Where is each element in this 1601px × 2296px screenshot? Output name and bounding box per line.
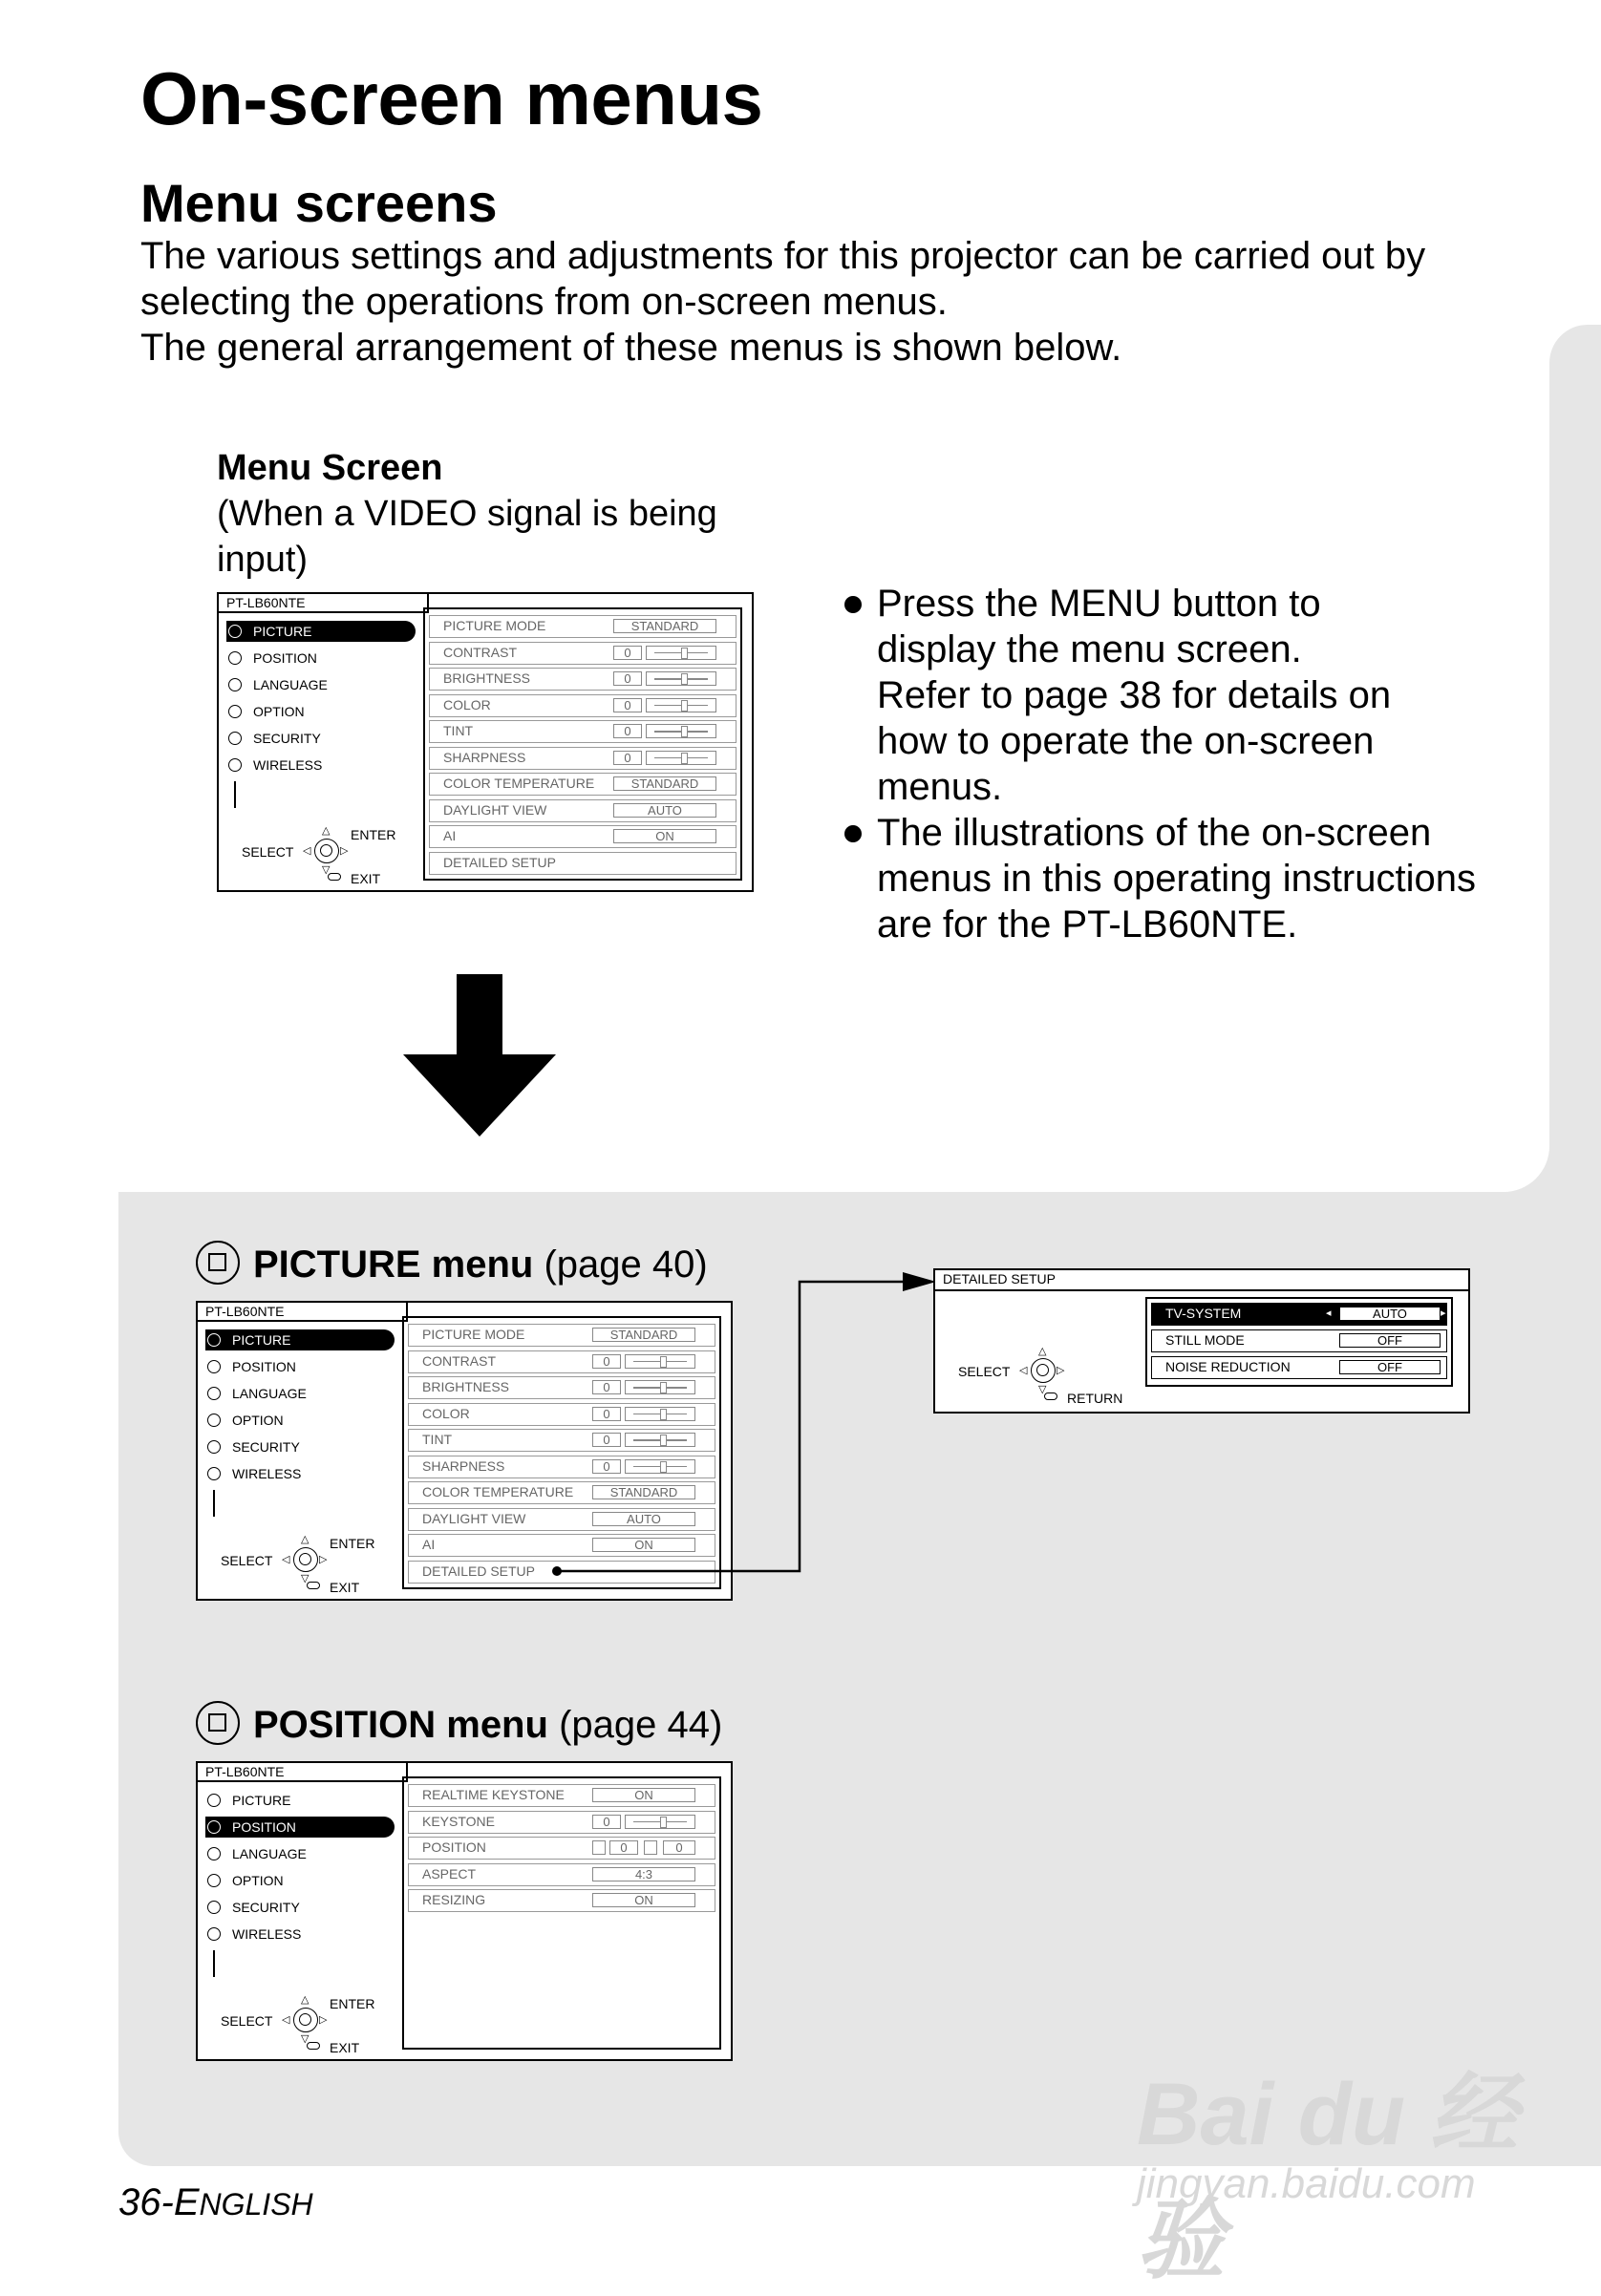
setting-label: REALTIME KEYSTONE bbox=[422, 1787, 565, 1802]
setting-row-keystone[interactable] bbox=[408, 1811, 715, 1834]
setting-row-color-temperature[interactable] bbox=[429, 773, 736, 796]
wireless-icon bbox=[207, 1467, 221, 1480]
setting-value[interactable]: STANDARD bbox=[613, 776, 716, 791]
position-menu-page: (page 44) bbox=[559, 1704, 723, 1746]
setting-row-ai[interactable] bbox=[429, 825, 736, 848]
option-icon bbox=[207, 1414, 221, 1427]
exit-button-icon bbox=[307, 2042, 320, 2050]
arrow-right-icon: ▸ bbox=[1441, 1307, 1446, 1319]
bullet-line: display the menu screen. bbox=[877, 628, 1302, 670]
arrow-left-icon: ◁ bbox=[303, 845, 311, 857]
arrow-down-icon: ▽ bbox=[322, 864, 331, 876]
sidebar-item-option[interactable] bbox=[205, 1410, 395, 1431]
sidebar-item-option[interactable] bbox=[205, 1870, 395, 1891]
sidebar-item-language[interactable] bbox=[226, 674, 416, 695]
arrow-left-icon: ◁ bbox=[282, 1554, 290, 1565]
sidebar-item-label: PICTURE bbox=[232, 1793, 291, 1808]
position-icon bbox=[207, 1360, 221, 1373]
setting-value[interactable]: 0 bbox=[592, 1407, 621, 1421]
bullet-line: Refer to page 38 for details on bbox=[877, 674, 1392, 716]
vertical-position-icon bbox=[644, 1840, 657, 1855]
page-title: On-screen menus bbox=[140, 56, 763, 140]
setting-row-daylight-view[interactable] bbox=[429, 799, 736, 822]
settings-panel bbox=[402, 1776, 721, 2050]
sidebar-item-security[interactable] bbox=[205, 1436, 395, 1457]
sidebar-item-label: WIRELESS bbox=[253, 757, 323, 773]
sidebar-item-option[interactable] bbox=[226, 701, 416, 722]
bullet-line: The illustrations of the on-screen bbox=[877, 812, 1432, 854]
sidebar-item-label: WIRELESS bbox=[232, 1466, 302, 1481]
arrow-right-icon: ▷ bbox=[1057, 1365, 1065, 1376]
watermark-logo: Bai du 经验 bbox=[1137, 2066, 1518, 2289]
arrow-up-icon: △ bbox=[322, 825, 331, 837]
setting-value[interactable]: OFF bbox=[1339, 1360, 1441, 1374]
arrow-down-icon: ▽ bbox=[301, 1573, 310, 1584]
arrow-up-icon: △ bbox=[1038, 1346, 1047, 1357]
setting-label: SHARPNESS bbox=[443, 749, 526, 765]
setting-label: COLOR TEMPERATURE bbox=[422, 1484, 574, 1499]
sidebar-item-label: POSITION bbox=[232, 1819, 296, 1835]
horizontal-position-icon bbox=[592, 1840, 606, 1855]
setting-value[interactable]: 0 bbox=[592, 1815, 621, 1829]
exit-button-icon bbox=[328, 873, 341, 881]
security-icon bbox=[207, 1901, 221, 1914]
sidebar-item-label: LANGUAGE bbox=[232, 1846, 307, 1861]
intro-line: The general arrangement of these menus is shown below. bbox=[140, 327, 1122, 369]
osd-menu-screen bbox=[217, 592, 754, 892]
setting-value[interactable]: 0 bbox=[592, 1433, 621, 1447]
setting-label: DETAILED SETUP bbox=[443, 854, 556, 870]
side-tab bbox=[1549, 325, 1601, 1192]
sidebar-item-wireless[interactable] bbox=[205, 1463, 395, 1484]
position-menu-name: POSITION menu bbox=[253, 1704, 548, 1746]
picture-icon bbox=[228, 625, 242, 638]
arrow-left-icon: ◁ bbox=[1019, 1365, 1028, 1376]
setting-value[interactable]: AUTO bbox=[613, 803, 716, 818]
exit-label: EXIT bbox=[351, 871, 381, 886]
select-label: SELECT bbox=[242, 844, 294, 860]
setting-label: STILL MODE bbox=[1165, 1332, 1245, 1348]
position-icon bbox=[228, 651, 242, 665]
slider-control[interactable] bbox=[646, 751, 716, 765]
language-icon bbox=[207, 1387, 221, 1400]
nav-line bbox=[234, 781, 236, 808]
setting-label: AI bbox=[422, 1537, 436, 1552]
connector-arrow bbox=[549, 1270, 950, 1595]
osd-detailed-setup bbox=[933, 1268, 1470, 1414]
option-icon bbox=[207, 1874, 221, 1887]
sidebar-item-security[interactable] bbox=[205, 1897, 395, 1918]
setting-label: PICTURE MODE bbox=[422, 1327, 525, 1342]
language-icon bbox=[207, 1847, 221, 1860]
slider-control[interactable] bbox=[646, 671, 716, 686]
setting-label: COLOR bbox=[443, 696, 491, 712]
menu-screen-caption: input) bbox=[217, 540, 309, 580]
setting-value[interactable]: 0 bbox=[613, 698, 642, 712]
setting-value[interactable]: 0 bbox=[592, 1354, 621, 1369]
setting-label: PICTURE MODE bbox=[443, 618, 546, 633]
menu-screen-title: Menu Screen bbox=[217, 448, 443, 488]
setting-row-picture-mode[interactable] bbox=[429, 615, 736, 638]
sidebar-item-language[interactable] bbox=[205, 1383, 395, 1404]
picture-menu-name: PICTURE menu bbox=[253, 1244, 534, 1286]
arrow-left-icon: ◂ bbox=[1326, 1307, 1332, 1319]
detailed-row-still-mode[interactable] bbox=[1151, 1329, 1447, 1352]
joystick-icon bbox=[1031, 1358, 1056, 1383]
setting-label: TINT bbox=[443, 723, 474, 738]
bullet-item bbox=[843, 810, 1476, 947]
model-label: PT-LB60NTE bbox=[198, 1763, 408, 1782]
setting-label: SHARPNESS bbox=[422, 1457, 505, 1474]
setting-row-color[interactable] bbox=[429, 694, 736, 717]
sidebar-item-label: POSITION bbox=[253, 650, 317, 666]
page-number bbox=[118, 2181, 313, 2224]
sidebar-item-picture[interactable] bbox=[205, 1790, 395, 1811]
return-button-icon bbox=[1044, 1392, 1057, 1400]
return-label: RETURN bbox=[1067, 1391, 1123, 1406]
select-label: SELECT bbox=[221, 2013, 273, 2029]
slider-control[interactable] bbox=[646, 724, 716, 738]
slider-control[interactable] bbox=[646, 646, 716, 660]
exit-label: EXIT bbox=[330, 2040, 360, 2055]
sidebar-item-language[interactable] bbox=[205, 1843, 395, 1864]
setting-value[interactable]: 4:3 bbox=[592, 1867, 695, 1881]
bullet-item bbox=[843, 581, 1476, 810]
bullet-line: Press the MENU button to bbox=[877, 583, 1321, 625]
joystick-icon bbox=[293, 1547, 318, 1572]
exit-button-icon bbox=[307, 1582, 320, 1589]
setting-value[interactable]: 0 bbox=[613, 671, 642, 686]
arrow-right-icon: ▷ bbox=[340, 845, 349, 857]
arrow-down-icon bbox=[403, 974, 556, 1137]
setting-value[interactable]: STANDARD bbox=[592, 1485, 695, 1499]
security-icon bbox=[207, 1440, 221, 1454]
setting-value[interactable]: AUTO bbox=[592, 1512, 695, 1526]
detailed-row-noise-reduction[interactable] bbox=[1151, 1356, 1447, 1379]
setting-value[interactable]: 0 bbox=[613, 724, 642, 738]
bullet-line: menus. bbox=[877, 766, 1003, 808]
setting-label: TINT bbox=[422, 1432, 453, 1447]
slider-control[interactable] bbox=[625, 1815, 695, 1829]
setting-row-brightness[interactable] bbox=[429, 668, 736, 691]
sidebar-item-label: OPTION bbox=[232, 1873, 284, 1888]
slider-control[interactable] bbox=[646, 698, 716, 712]
setting-label: KEYSTONE bbox=[422, 1813, 495, 1829]
setting-value[interactable]: OFF bbox=[1339, 1333, 1441, 1348]
setting-value[interactable]: 0 bbox=[592, 1459, 621, 1474]
position-menu-title bbox=[196, 1702, 722, 1749]
sidebar-item-label: OPTION bbox=[253, 704, 305, 719]
setting-label: COLOR TEMPERATURE bbox=[443, 776, 595, 791]
picture-icon bbox=[207, 1794, 221, 1807]
setting-label: DETAILED SETUP bbox=[422, 1563, 535, 1579]
sidebar-item-position[interactable] bbox=[226, 648, 416, 669]
wireless-icon bbox=[207, 1927, 221, 1941]
sidebar-item-wireless[interactable] bbox=[205, 1924, 395, 1945]
setting-value[interactable]: ON bbox=[592, 1788, 695, 1802]
setting-value[interactable]: ON bbox=[592, 1538, 695, 1552]
bullet-icon bbox=[844, 825, 862, 842]
detailed-setup-panel bbox=[1145, 1297, 1453, 1387]
model-label: PT-LB60NTE bbox=[219, 594, 429, 613]
setting-value[interactable]: ON bbox=[613, 829, 716, 843]
wireless-icon bbox=[228, 758, 242, 772]
page-language-rest: NGLISH bbox=[199, 2187, 313, 2222]
setting-row-contrast[interactable] bbox=[429, 642, 736, 665]
setting-label: NOISE REDUCTION bbox=[1165, 1359, 1291, 1374]
setting-label: CONTRAST bbox=[422, 1352, 496, 1369]
joystick-icon bbox=[293, 2008, 318, 2032]
enter-label: ENTER bbox=[330, 1996, 375, 2011]
page-language-initial: E bbox=[173, 2181, 200, 2223]
sidebar-item-label: OPTION bbox=[232, 1413, 284, 1428]
model-label: PT-LB60NTE bbox=[198, 1303, 408, 1322]
select-label: SELECT bbox=[958, 1364, 1011, 1379]
setting-row-sharpness[interactable] bbox=[429, 747, 736, 770]
setting-row-aspect[interactable] bbox=[408, 1863, 715, 1886]
bullet-icon bbox=[844, 596, 862, 613]
sidebar-item-label: SECURITY bbox=[232, 1439, 300, 1455]
arrow-up-icon: △ bbox=[301, 1534, 310, 1545]
sidebar-item-label: PICTURE bbox=[253, 624, 312, 639]
arrow-down-icon: ▽ bbox=[301, 2033, 310, 2045]
enter-label: ENTER bbox=[351, 827, 396, 842]
option-icon bbox=[228, 705, 242, 718]
language-icon bbox=[228, 678, 242, 691]
nav-line bbox=[213, 1490, 215, 1517]
sidebar-item-label: WIRELESS bbox=[232, 1926, 302, 1942]
section-title: Menu screens bbox=[140, 173, 498, 233]
setting-label: AI bbox=[443, 828, 457, 843]
intro-text bbox=[140, 233, 1497, 371]
watermark-url: jingyan.baidu.com bbox=[1137, 2160, 1476, 2207]
sidebar-item-picture[interactable] bbox=[205, 1329, 395, 1350]
position-icon bbox=[196, 1701, 240, 1745]
setting-row-detailed-setup[interactable] bbox=[429, 852, 736, 875]
detailed-setup-title: DETAILED SETUP bbox=[935, 1270, 1470, 1291]
sidebar-item-position[interactable] bbox=[205, 1356, 395, 1377]
setting-label: DAYLIGHT VIEW bbox=[443, 801, 547, 818]
bullet-line: how to operate the on-screen bbox=[877, 720, 1375, 762]
setting-value[interactable]: ON bbox=[592, 1893, 695, 1907]
menu-screen-caption: (When a VIDEO signal is being bbox=[217, 494, 717, 534]
arrow-right-icon: ▷ bbox=[319, 1554, 328, 1565]
sidebar-item-security[interactable] bbox=[226, 728, 416, 749]
picture-menu-page: (page 40) bbox=[544, 1244, 708, 1286]
arrow-right-icon: ▷ bbox=[319, 2014, 328, 2026]
setting-row-position[interactable] bbox=[408, 1837, 715, 1860]
sidebar-item-label: LANGUAGE bbox=[232, 1386, 307, 1401]
sidebar-item-picture[interactable] bbox=[226, 621, 416, 642]
setting-value[interactable]: 0 bbox=[609, 1840, 638, 1855]
arrow-left-icon: ◁ bbox=[282, 2014, 290, 2026]
setting-label: DAYLIGHT VIEW bbox=[422, 1510, 526, 1526]
setting-value[interactable]: AUTO bbox=[1339, 1307, 1441, 1321]
menu-screen-heading bbox=[217, 445, 717, 583]
sidebar-item-label: POSITION bbox=[232, 1359, 296, 1374]
select-label: SELECT bbox=[221, 1553, 273, 1568]
intro-line: The various settings and adjustments for this projector can be carried out by bbox=[140, 235, 1426, 277]
nav-line bbox=[213, 1950, 215, 1977]
setting-label: CONTRAST bbox=[443, 644, 517, 660]
bullet-line: are for the PT-LB60NTE. bbox=[877, 904, 1298, 946]
bullet-line: menus in this operating instructions bbox=[877, 858, 1476, 900]
arrow-down-icon: ▽ bbox=[1038, 1384, 1047, 1395]
setting-label: TV-SYSTEM bbox=[1165, 1306, 1242, 1321]
exit-label: EXIT bbox=[330, 1580, 360, 1595]
picture-icon bbox=[196, 1241, 240, 1285]
sidebar-item-label: SECURITY bbox=[253, 731, 321, 746]
setting-label: BRIGHTNESS bbox=[443, 670, 531, 686]
setting-label: RESIZING bbox=[422, 1892, 486, 1907]
setting-value[interactable]: STANDARD bbox=[592, 1328, 695, 1342]
setting-value[interactable]: 0 bbox=[663, 1840, 695, 1855]
intro-line: selecting the operations from on-screen menus. bbox=[140, 281, 948, 323]
setting-label: COLOR bbox=[422, 1405, 470, 1421]
setting-row-resizing[interactable] bbox=[408, 1889, 715, 1912]
sidebar-item-label: SECURITY bbox=[232, 1900, 300, 1915]
sidebar-item-label: LANGUAGE bbox=[253, 677, 328, 692]
sidebar-item-label: PICTURE bbox=[232, 1332, 291, 1348]
setting-row-realtime-keystone[interactable] bbox=[408, 1784, 715, 1807]
setting-value[interactable]: 0 bbox=[613, 646, 642, 660]
arrow-up-icon: △ bbox=[301, 1994, 310, 2006]
setting-value[interactable]: 0 bbox=[592, 1380, 621, 1394]
detailed-row-tv-system[interactable] bbox=[1151, 1303, 1447, 1326]
setting-value[interactable]: STANDARD bbox=[613, 619, 716, 633]
enter-label: ENTER bbox=[330, 1536, 375, 1551]
setting-value[interactable]: 0 bbox=[613, 751, 642, 765]
setting-label: POSITION bbox=[422, 1839, 486, 1855]
osd-position-menu bbox=[196, 1761, 733, 2061]
setting-row-tint[interactable] bbox=[429, 720, 736, 743]
security-icon bbox=[228, 732, 242, 745]
sidebar-item-position[interactable] bbox=[205, 1817, 395, 1838]
position-icon bbox=[207, 1820, 221, 1834]
settings-panel bbox=[423, 607, 742, 881]
picture-icon bbox=[207, 1333, 221, 1347]
page-number-value: 36- bbox=[118, 2181, 174, 2223]
sidebar-item-wireless[interactable] bbox=[226, 755, 416, 776]
setting-label: ASPECT bbox=[422, 1865, 477, 1881]
bullet-list bbox=[843, 581, 1476, 947]
panel-corner-cut bbox=[1458, 1096, 1549, 1192]
setting-label: BRIGHTNESS bbox=[422, 1379, 510, 1394]
joystick-icon bbox=[314, 839, 339, 863]
